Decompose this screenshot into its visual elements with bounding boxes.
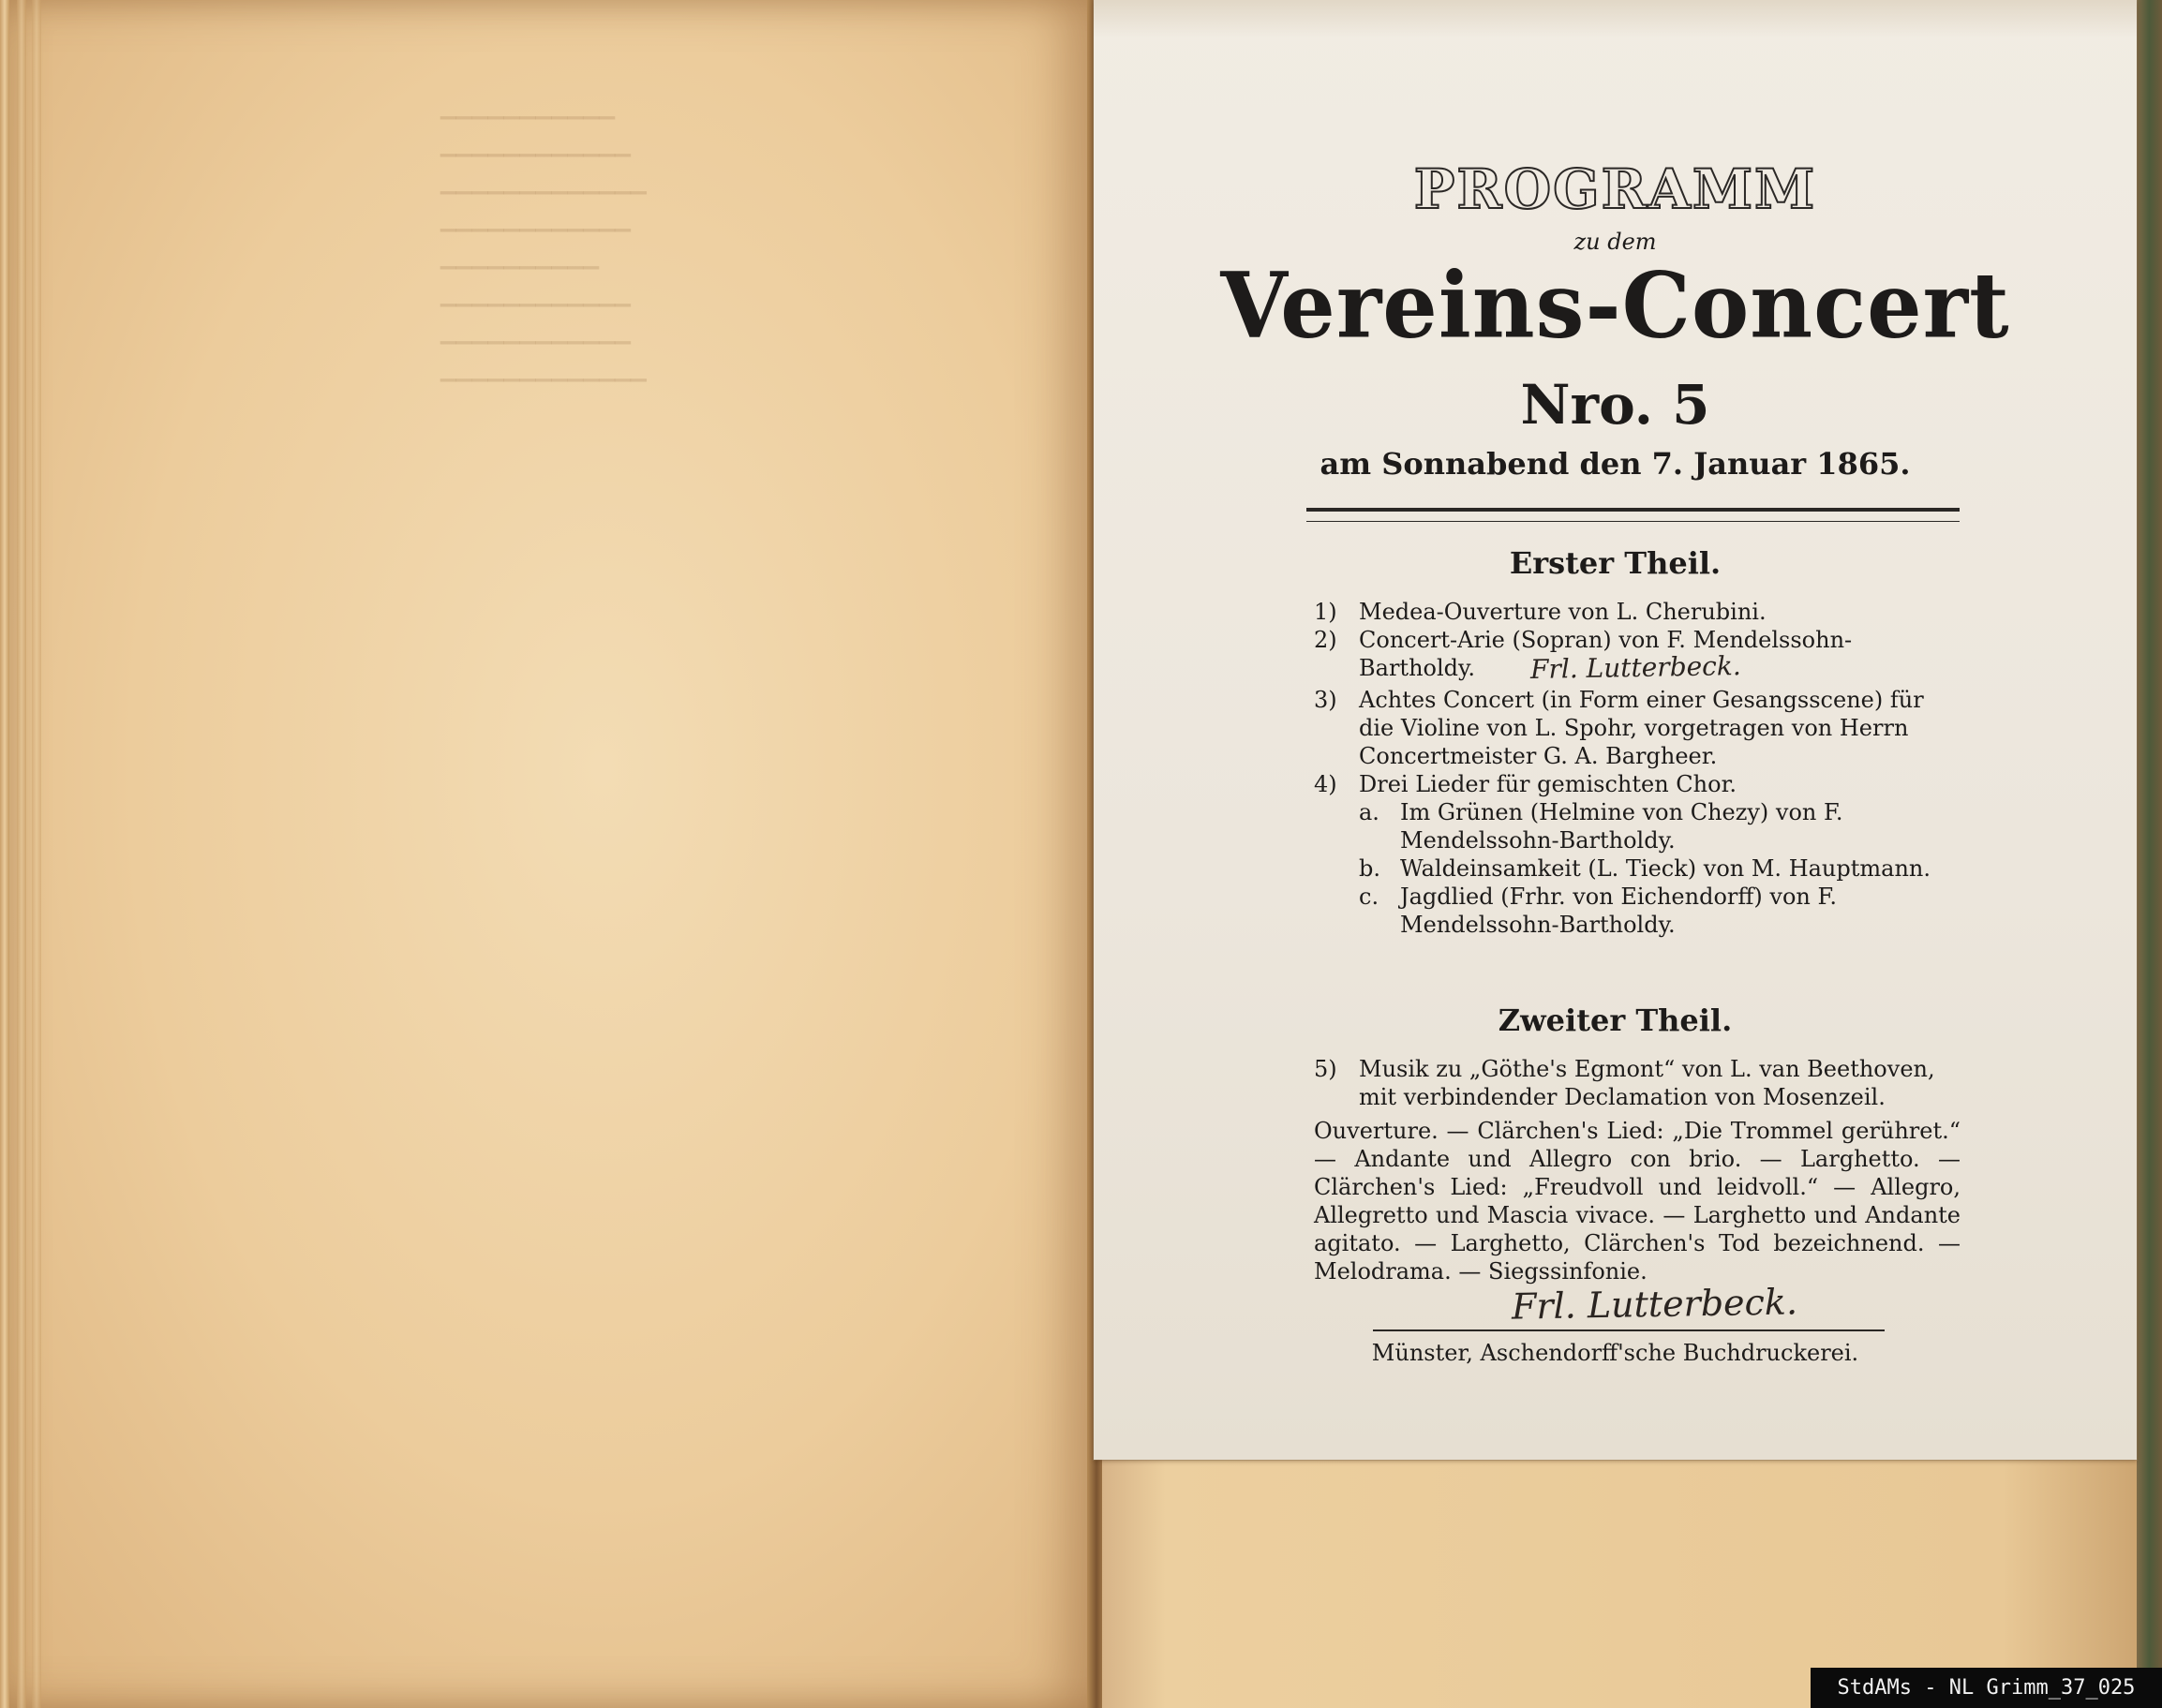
part-one-list	[1314, 598, 1961, 939]
sheet-fold-shadow	[1094, 0, 2137, 37]
item-text: Medea-Ouverture von L. Cherubini.	[1359, 599, 1767, 625]
egmont-movements: Ouverture. — Clärchen's Lied: „Die Trommel gerühret.“ — Andante und Allegro con brio. — Larghetto. — Clärchen's Lied: „Freudvoll und leidvoll.“ — Allegro, Allegretto und Mascia vivace. — Larghetto und Andante agitato. — Larghetto, Clärchen's Tod bezeichnend. — Melodrama. — Siegssinfonie.	[1314, 1118, 1961, 1285]
item-number: 2)	[1314, 627, 1337, 653]
subitem-letter: c.	[1359, 884, 1379, 910]
programme-subitem	[1314, 798, 1961, 854]
subitem-text: Jagdlied (Frhr. von Eichendorff) von F. Mendelssohn-Bartholdy.	[1400, 884, 1838, 938]
programme-title: PROGRAMM	[1413, 157, 1817, 221]
footer-rule	[1373, 1329, 1885, 1331]
page-edge-stack	[32, 0, 41, 1708]
programme-item	[1314, 686, 1961, 770]
item-number: 5)	[1314, 1056, 1337, 1082]
double-rule	[1306, 508, 1960, 522]
programme-item	[1314, 1055, 1961, 1111]
programme-subtitle: zu dem	[1573, 229, 1657, 255]
subitem-text: Waldeinsamkeit (L. Tieck) von M. Hauptmann.	[1400, 855, 1931, 882]
part-two-heading: Zweiter Theil.	[1498, 1003, 1733, 1038]
programme-subitem	[1314, 883, 1961, 939]
item-text: Concert-Arie (Sopran) von F. Mendelssohn-Bartholdy.	[1359, 627, 1853, 681]
subitem-letter: b.	[1359, 855, 1380, 882]
item-number: 4)	[1314, 771, 1337, 797]
subitem-letter: a.	[1359, 799, 1379, 825]
show-through-text: ▁▁▁▁▁▁▁▁▁▁▁ ▁▁▁▁▁▁▁▁▁▁▁▁ ▁▁▁▁▁▁▁▁▁▁▁▁▁ ▁▁▁▁▁▁▁▁▁▁▁▁ ▁▁▁▁▁▁▁▁▁▁ ▁▁▁▁▁▁▁▁▁▁▁▁ ▁▁▁▁▁▁▁▁▁▁▁▁ ▁▁▁▁▁▁▁▁▁▁▁▁▁	[440, 97, 647, 382]
programme-subitem	[1314, 854, 1961, 883]
page-edge-stack	[0, 0, 9, 1708]
right-page-edge	[2137, 0, 2162, 1708]
item-text: Musik zu „Göthe's Egmont“ von L. van Beethoven, mit verbindender Declamation von Mosenzeil.	[1359, 1056, 1935, 1110]
concert-name: Vereins-Concert	[1220, 252, 2010, 359]
part-two-list	[1314, 1055, 1961, 1285]
page-edge-stack	[17, 0, 26, 1708]
concert-date: am Sonnabend den 7. Januar 1865.	[1320, 446, 1911, 482]
printer-imprint: Münster, Aschendorff'sche Buchdruckerei.	[1371, 1340, 1859, 1366]
concert-number: Nro. 5	[1520, 373, 1710, 437]
programme-item	[1314, 598, 1961, 626]
subitem-text: Im Grünen (Helmine von Chezy) von F. Mendelssohn-Bartholdy.	[1400, 799, 1843, 854]
programme-item	[1314, 770, 1961, 798]
archive-label: StdAMs - NL Grimm_37_025	[1811, 1668, 2162, 1708]
item-text: Achtes Concert (in Form einer Gesangsscene) für die Violine von L. Spohr, vorgetragen von Herrn Concertmeister G. A. Bargheer.	[1359, 687, 1924, 769]
item-number: 1)	[1314, 599, 1337, 625]
handwritten-signature: Frl. Lutterbeck.	[1511, 1281, 1798, 1328]
item-number: 3)	[1314, 687, 1337, 713]
programme-sheet	[1094, 0, 2137, 1460]
handwritten-note-performer: Frl. Lutterbeck.	[1529, 650, 1741, 685]
part-one-heading: Erster Theil.	[1509, 545, 1722, 581]
item-text: Drei Lieder für gemischten Chor.	[1359, 771, 1737, 797]
